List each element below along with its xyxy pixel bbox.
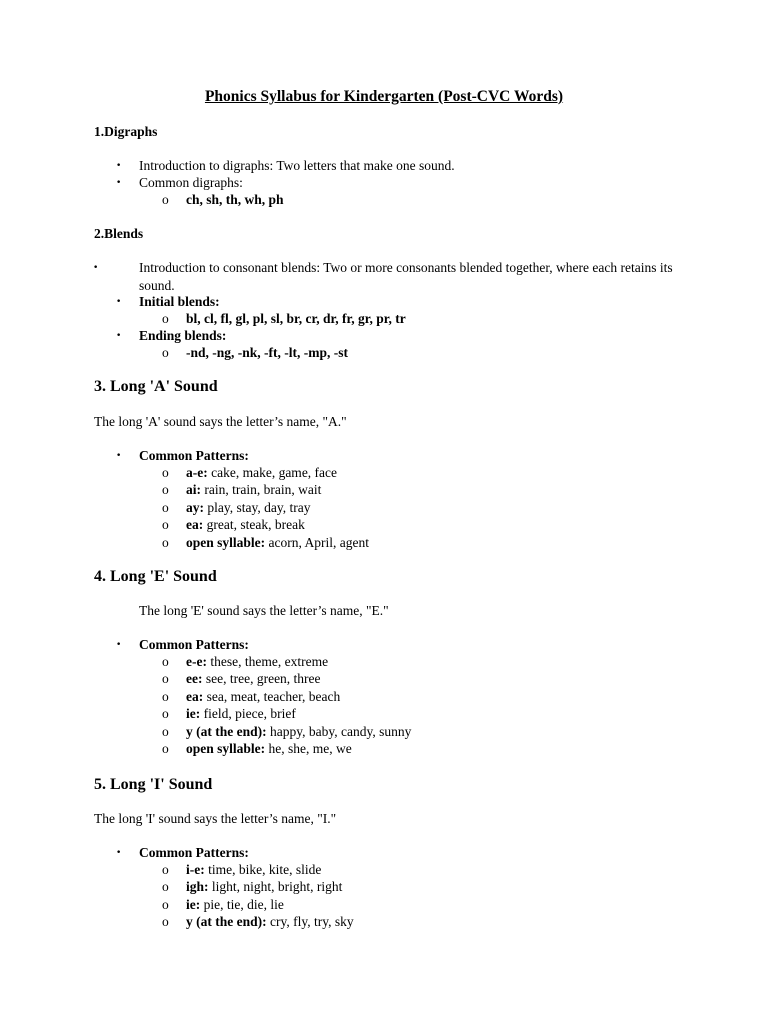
section-heading-blends: 2.Blends <box>94 226 144 241</box>
ending-blends-list: -nd, -ng, -nk, -ft, -lt, -mp, -st <box>186 345 348 360</box>
sub-bullet-icon: o <box>162 345 169 360</box>
sub-bullet-icon: o <box>162 862 169 877</box>
sub-bullet-icon: o <box>162 465 169 480</box>
digraphs-list: ch, sh, th, wh, ph <box>186 192 284 207</box>
pattern-item <box>162 516 305 533</box>
sub-bullet-icon: o <box>162 654 169 669</box>
pattern-key: ai: <box>186 482 201 498</box>
section-heading-long-a: 3. Long 'A' Sound <box>94 378 218 395</box>
sub-list-item <box>162 344 348 361</box>
pattern-key: open syllable: <box>186 534 266 550</box>
pattern-item <box>162 723 411 740</box>
pattern-words: happy, baby, candy, sunny <box>270 723 412 739</box>
pattern-item <box>162 688 340 705</box>
pattern-item <box>162 464 337 481</box>
long-i-description: The long 'I' sound says the letter’s name, "I." <box>94 811 337 826</box>
pattern-words: play, stay, day, tray <box>207 499 311 515</box>
list-item <box>116 447 249 465</box>
common-patterns-label: Common Patterns: <box>139 637 249 652</box>
pattern-words: cake, make, game, face <box>211 465 338 480</box>
pattern-item <box>162 878 342 895</box>
pattern-key: a-e: <box>186 465 208 480</box>
pattern-key: ie: <box>186 896 201 912</box>
pattern-words: light, night, bright, right <box>211 879 343 895</box>
sub-bullet-icon: o <box>162 879 169 895</box>
initial-blends-list: bl, cl, fl, gl, pl, sl, br, cr, dr, fr, gr, pr, tr <box>186 311 406 326</box>
list-item <box>116 157 455 175</box>
bullet-icon: • <box>116 848 122 858</box>
bullet-icon: • <box>116 178 122 188</box>
sub-bullet-icon: o <box>162 534 169 550</box>
pattern-words: time, bike, kite, slide <box>208 862 322 877</box>
pattern-key: open syllable: <box>186 741 266 756</box>
pattern-key: i-e: <box>186 862 205 877</box>
pattern-item <box>162 705 296 722</box>
bullet-icon: • <box>116 640 122 650</box>
list-item <box>116 293 220 311</box>
sub-bullet-icon: o <box>162 671 169 687</box>
list-item <box>93 259 699 294</box>
common-patterns-label: Common Patterns: <box>139 845 249 860</box>
sub-bullet-icon: o <box>162 896 169 912</box>
document-title: Phonics Syllabus for Kindergarten (Post-CVC Words) <box>204 88 564 105</box>
pattern-words: acorn, April, agent <box>268 534 369 550</box>
list-item <box>116 174 243 192</box>
pattern-words: great, steak, break <box>206 517 305 533</box>
pattern-key: ay: <box>186 499 204 515</box>
bullet-icon: • <box>116 331 122 341</box>
list-item <box>116 327 226 345</box>
initial-blends-label: Initial blends: <box>139 294 220 309</box>
pattern-key: ea: <box>186 517 204 533</box>
bullet-icon: • <box>116 297 122 307</box>
pattern-key: y (at the end): <box>186 914 267 930</box>
pattern-words: rain, train, brain, wait <box>204 482 322 498</box>
bullet-icon: • <box>116 451 122 461</box>
sub-bullet-icon: o <box>162 688 169 704</box>
long-a-description: The long 'A' sound says the letter’s name, "A." <box>94 414 347 429</box>
pattern-item <box>162 913 354 930</box>
pattern-item <box>162 499 310 516</box>
pattern-words: pie, tie, die, lie <box>203 896 284 912</box>
pattern-words: see, tree, green, three <box>205 671 321 687</box>
pattern-item <box>162 861 321 878</box>
sub-bullet-icon: o <box>162 706 169 722</box>
list-item <box>116 844 249 862</box>
common-patterns-label: Common Patterns: <box>139 448 249 463</box>
pattern-key: ie: <box>186 706 201 722</box>
pattern-key: ea: <box>186 688 204 704</box>
sub-bullet-icon: o <box>162 311 169 326</box>
sub-bullet-icon: o <box>162 517 169 533</box>
pattern-item <box>162 481 321 498</box>
sub-bullet-icon: o <box>162 741 169 756</box>
pattern-key: igh: <box>186 879 209 895</box>
blends-intro: Introduction to consonant blends: Two or more consonants blended together, where each retains its sound. <box>139 260 673 293</box>
sub-bullet-icon: o <box>162 482 169 498</box>
pattern-words: sea, meat, teacher, beach <box>206 688 341 704</box>
sub-bullet-icon: o <box>162 192 169 207</box>
section-heading-digraphs: 1.Digraphs <box>94 124 158 139</box>
pattern-key: ee: <box>186 671 203 687</box>
pattern-words: these, theme, extreme <box>210 654 329 669</box>
sub-bullet-icon: o <box>162 914 169 930</box>
pattern-item <box>162 740 352 757</box>
sub-bullet-icon: o <box>162 723 169 739</box>
bullet-icon: • <box>116 161 122 171</box>
section-heading-long-e: 4. Long 'E' Sound <box>94 568 217 585</box>
pattern-item <box>162 653 328 670</box>
long-e-description: The long 'E' sound says the letter’s name, "E." <box>139 603 389 618</box>
pattern-words: field, piece, brief <box>203 706 296 722</box>
pattern-item <box>162 670 321 687</box>
pattern-key: e-e: <box>186 654 207 669</box>
pattern-item <box>162 534 369 551</box>
digraphs-intro: Introduction to digraphs: Two letters that make one sound. <box>139 158 455 173</box>
sub-list-item <box>162 310 406 327</box>
ending-blends-label: Ending blends: <box>139 328 227 343</box>
common-digraphs-label: Common digraphs: <box>139 175 243 190</box>
sub-list-item <box>162 191 284 208</box>
pattern-key: y (at the end): <box>186 723 267 739</box>
pattern-words: he, she, me, we <box>268 741 352 756</box>
pattern-item <box>162 896 284 913</box>
pattern-words: cry, fly, try, sky <box>270 914 354 930</box>
bullet-icon: • <box>93 263 99 273</box>
sub-bullet-icon: o <box>162 499 169 515</box>
list-item <box>116 636 249 654</box>
section-heading-long-i: 5. Long 'I' Sound <box>94 776 213 793</box>
